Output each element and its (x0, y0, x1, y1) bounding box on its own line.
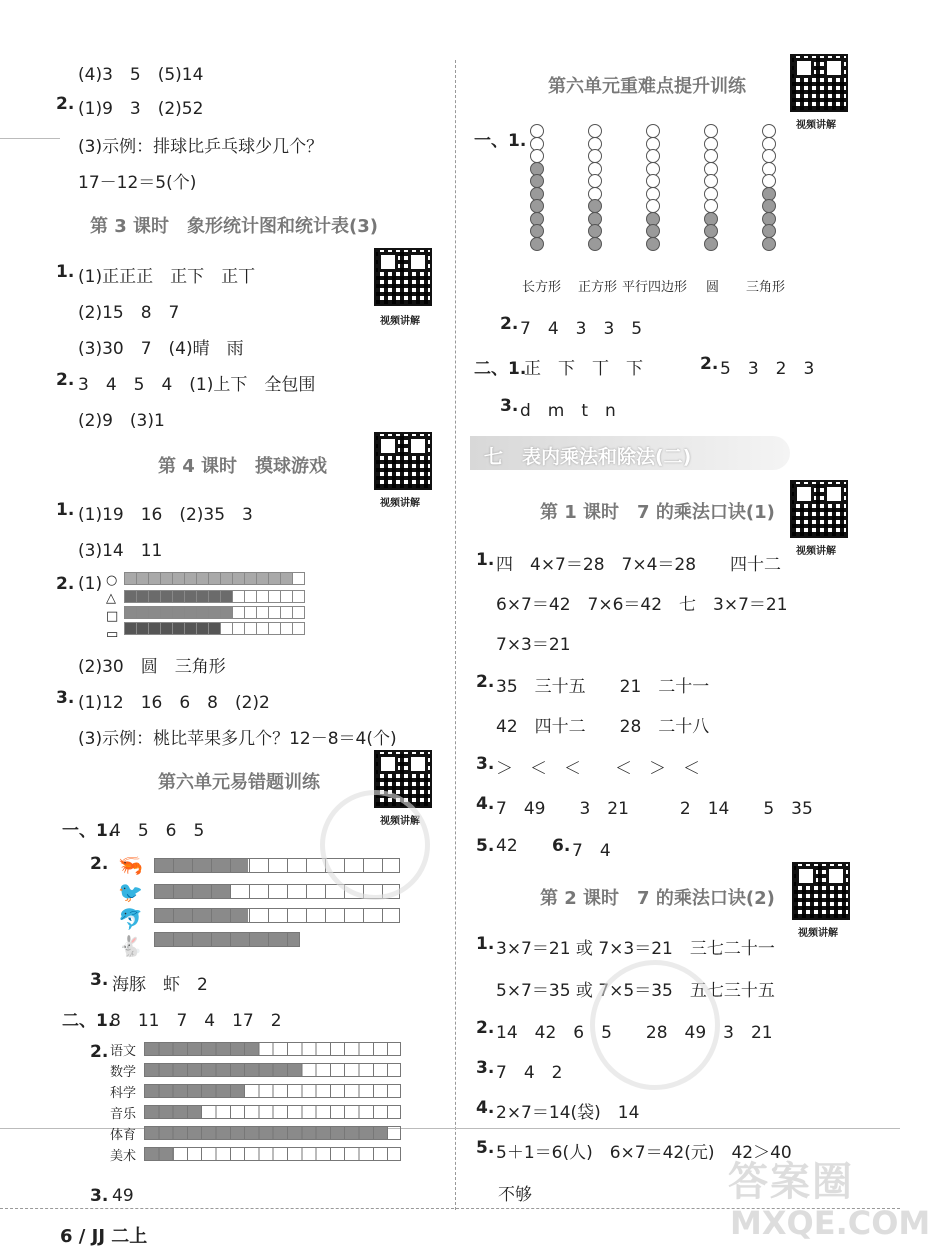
answer-line: 2×7＝14(袋) 14 (496, 1103, 640, 1123)
subject-label: 数学 (110, 1065, 137, 1080)
answer-line: 四 4×7＝28 7×4＝28 四十二 (496, 555, 782, 575)
shape-label: 三角形 (746, 280, 786, 295)
question-number: 4. (476, 794, 495, 814)
shape-count-circle (762, 174, 776, 188)
answer-line: (1)9 3 (2)52 (78, 99, 204, 119)
unit-title: 七 表内乘法和除法(二) (484, 446, 692, 468)
shape-count-circle (762, 237, 776, 251)
section-title: 第六单元易错题训练 (158, 772, 320, 793)
answer-line: 3 4 5 4 (1)上下 全包围 (78, 375, 316, 395)
subject-label: 科学 (110, 1086, 137, 1101)
answer-line: 8 11 7 4 17 2 (110, 1011, 282, 1031)
answer-line: (2)15 8 7 (78, 303, 180, 323)
lesson-title: 第 2 课时 7 的乘法口诀(2) (540, 888, 775, 909)
watermark-url: MXQE.COM (730, 1204, 930, 1242)
question-number: 二、1. (62, 1011, 115, 1031)
question-number: 2. (476, 1018, 495, 1038)
answer-line: (2)9 (3)1 (78, 411, 165, 431)
shape-count-chart (520, 120, 790, 280)
shape-count-circle (588, 149, 602, 163)
question-number: 二、1. (474, 359, 527, 379)
answer-line: (1)19 16 (2)35 3 (78, 505, 253, 525)
shape-count-circle (530, 174, 544, 188)
answer-line: (1)12 16 6 8 (2)2 (78, 693, 270, 713)
lesson-title: 第 1 课时 7 的乘法口诀(1) (540, 502, 775, 523)
answer-line: (4)3 5 (5)14 (78, 65, 204, 85)
bottom-rule-right (455, 1128, 900, 1129)
question-number: 5. (476, 836, 495, 856)
shape-count-circle (588, 124, 602, 138)
watermark-stamp (590, 960, 720, 1090)
question-number: 2. (476, 672, 495, 692)
ball-grid-row (124, 572, 304, 585)
answer-line: 海豚 虾 2 (112, 975, 208, 995)
watermark-logo: 答案圈 (728, 1159, 854, 1205)
question-number: 2. (700, 354, 719, 374)
qr-code-icon[interactable] (792, 862, 850, 920)
shape-label: 圆 (706, 280, 720, 295)
question-number: 1. (476, 934, 495, 954)
answer-line: 7 4 2 (496, 1063, 563, 1083)
answer-line: 7 4 3 3 5 (520, 319, 643, 339)
top-rule (0, 138, 60, 139)
question-number: 一、1. (62, 821, 115, 841)
question-number: 1. (476, 550, 495, 570)
subject-bar-chart (110, 1040, 410, 1170)
answer-line: 5＋1＝6(人) 6×7＝42(元) 42＞40 (496, 1143, 792, 1163)
shape-count-circle (704, 149, 718, 163)
shape-legend: ○ △ □ ▭ (106, 573, 119, 642)
subject-bar (144, 1084, 401, 1098)
watermark-stamp (320, 790, 430, 900)
shape-count-circle (530, 224, 544, 238)
subject-label: 音乐 (110, 1107, 137, 1122)
qr-code-icon[interactable] (790, 480, 848, 538)
answer-line: 6×7＝42 7×6＝42 七 3×7＝21 (496, 595, 788, 615)
answer-line: 不够 (498, 1185, 532, 1205)
subject-label: 语文 (110, 1044, 137, 1059)
shape-count-circle (588, 237, 602, 251)
qr-label: 视频讲解 (380, 498, 420, 509)
shape-count-circle (762, 149, 776, 163)
question-number: 3. (90, 970, 109, 990)
qr-code-icon[interactable] (374, 432, 432, 490)
question-number: 1. (56, 500, 75, 520)
subject-bar (144, 1105, 401, 1119)
question-number: 1. (56, 262, 75, 282)
shape-count-circle (646, 149, 660, 163)
shape-count-circle (704, 199, 718, 213)
qr-label: 视频讲解 (796, 120, 836, 131)
shape-label: 长方形 (522, 280, 562, 295)
shape-count-circle (704, 237, 718, 251)
answer-line: 42 四十二 28 二十八 (496, 717, 710, 737)
answer-line: 7×3＝21 (496, 635, 571, 655)
shape-count-circle (762, 124, 776, 138)
answer-line: 7 4 (572, 841, 611, 861)
answer-line: (3)示例：桃比苹果多几个？12－8＝4(个) (78, 729, 397, 749)
subject-label: 美术 (110, 1149, 137, 1164)
shape-label: 正方形 (578, 280, 618, 295)
question-number: 3. (476, 1058, 495, 1078)
qr-label: 视频讲解 (796, 546, 836, 557)
question-number: 3. (500, 396, 519, 416)
answer-label: (1) (78, 574, 103, 594)
question-number: 2. (56, 94, 75, 114)
subject-label: 体育 (110, 1128, 137, 1143)
shape-count-circle (646, 124, 660, 138)
page-footer: 6 / JJ 二上 (60, 1226, 148, 1247)
question-number: 2. (500, 314, 519, 334)
shape-count-circle (530, 149, 544, 163)
answer-line: 17－12＝5(个) (78, 173, 197, 193)
shape-label: 平行四边形 (622, 280, 688, 295)
answer-line: 14 42 6 5 28 49 3 21 (496, 1023, 773, 1043)
section-title: 第六单元重难点提升训练 (548, 76, 746, 97)
qr-label: 视频讲解 (380, 316, 420, 327)
answer-line: (3)14 11 (78, 541, 163, 561)
answer-line: 4 5 6 5 (110, 821, 205, 841)
answer-line: 5×7＝35 或 7×5＝35 五七三十五 (496, 981, 775, 1001)
subject-bar (144, 1126, 401, 1140)
answer-line: ＞ ＜ ＜ ＜ ＞ ＜ (496, 759, 700, 779)
question-number: 2. (56, 574, 75, 594)
shape-count-circle (588, 199, 602, 213)
question-number: 3. (56, 688, 75, 708)
ball-grid-row (124, 622, 304, 635)
shape-count-circle (530, 199, 544, 213)
qr-code-icon[interactable] (374, 248, 432, 306)
shape-count-circle (588, 174, 602, 188)
answer-line: 49 (112, 1186, 134, 1206)
question-number: 6. (552, 836, 571, 856)
subject-bar (144, 1063, 401, 1077)
shape-count-circle (588, 224, 602, 238)
column-divider (455, 60, 456, 1210)
shape-count-circle (704, 174, 718, 188)
answer-line: 5 3 2 3 (720, 359, 815, 379)
answer-line: 7 49 3 21 2 14 5 35 (496, 799, 813, 819)
answer-line: 42 (496, 836, 518, 856)
question-number: 5. (476, 1138, 495, 1158)
answer-line: (2)30 圆 三角形 (78, 657, 226, 677)
subject-bar (144, 1147, 401, 1161)
question-number: 2. (90, 854, 109, 874)
answer-line: (3)30 7 (4)晴 雨 (78, 339, 244, 359)
answer-line: d m t n (520, 401, 616, 421)
qr-label: 视频讲解 (798, 928, 838, 939)
shape-count-circle (762, 199, 776, 213)
animal-icons: 🦐 🐦 🐬 🐇 (118, 853, 143, 958)
animal-bar (154, 908, 400, 923)
shape-count-circle (646, 237, 660, 251)
answer-line: (1)正正正 正下 正丅 (78, 267, 256, 287)
shape-count-circle (530, 124, 544, 138)
subject-bar (144, 1042, 401, 1056)
shape-count-circle (646, 224, 660, 238)
answer-line: 3×7＝21 或 7×3＝21 三七二十一 (496, 939, 775, 959)
shape-count-circle (704, 124, 718, 138)
qr-code-icon[interactable] (790, 54, 848, 112)
shape-count-circle (646, 174, 660, 188)
qr-label: 视频讲解 (380, 816, 420, 827)
shape-count-circle (530, 237, 544, 251)
question-number: 4. (476, 1098, 495, 1118)
animal-bar (154, 932, 300, 947)
ball-grid-row (124, 590, 304, 603)
lesson-title: 第 4 课时 摸球游戏 (158, 456, 328, 477)
shape-count-circle (704, 224, 718, 238)
question-number: 3. (90, 1186, 109, 1206)
answer-line: (3)示例：排球比乒乓球少几个？ (78, 137, 324, 157)
question-number: 2. (90, 1042, 109, 1062)
question-number: 3. (476, 754, 495, 774)
lesson-title: 第 3 课时 象形统计图和统计表(3) (90, 216, 379, 237)
ball-grid-row (124, 606, 304, 619)
shape-count-circle (762, 224, 776, 238)
question-number: 2. (56, 370, 75, 390)
answer-line: 正 下 丅 下 (524, 359, 643, 379)
question-number: 一、1. (474, 131, 527, 151)
shape-count-circle (646, 199, 660, 213)
answer-line: 35 三十五 21 二十一 (496, 677, 710, 697)
